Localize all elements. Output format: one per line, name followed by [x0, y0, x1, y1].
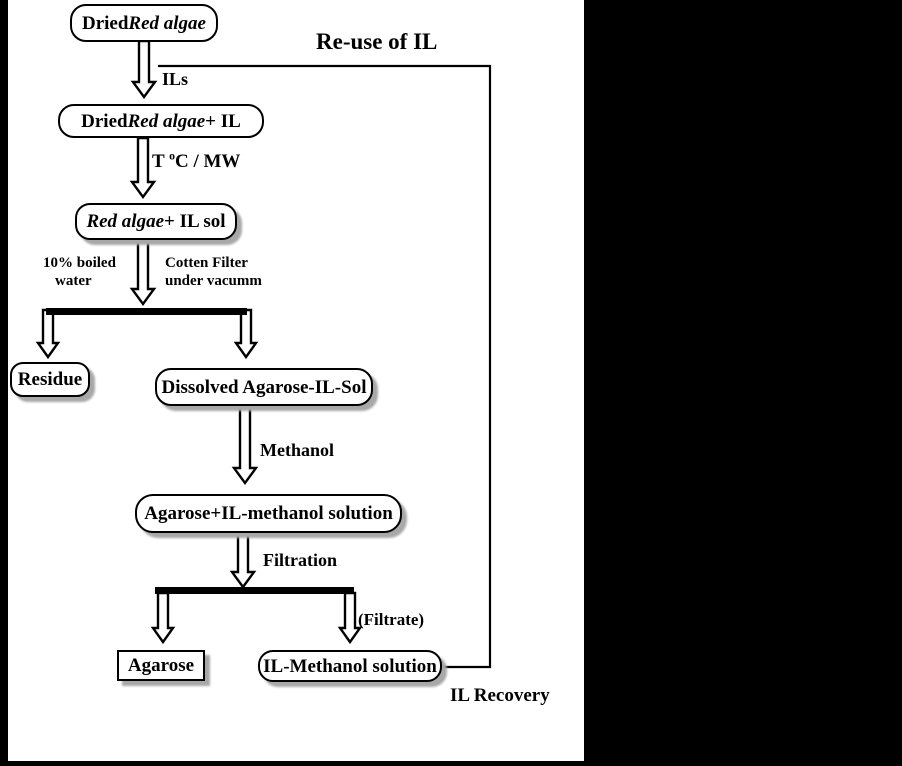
split-bar-bottom [155, 587, 354, 594]
node-text-italic: Red algae [86, 211, 165, 232]
node-text: Dissolved Agarose-IL-Sol [161, 376, 367, 398]
node-text-italic: Red algae [127, 110, 206, 132]
arrow-down-heat-mw [132, 138, 154, 197]
split-bar-top [46, 308, 247, 315]
node-text: + IL [205, 110, 241, 132]
node-text: Dried [81, 12, 129, 34]
label-reuse-of-il: Re-use of IL [316, 29, 438, 54]
arrow-down-filtration [232, 533, 254, 587]
node-residue [10, 362, 90, 397]
arrow-down-to-dissolved [236, 310, 256, 357]
node-dried-red-algae-il [58, 104, 264, 138]
node-dissolved-agarose-il-sol [155, 368, 373, 406]
degree-superscript: o [169, 149, 175, 163]
node-text: Residue [17, 369, 83, 390]
label-boiled-water-line1: 10% boiled [43, 255, 116, 271]
node-red-algae-il-sol [75, 203, 237, 240]
node-agarose-il-methanol-solution [135, 494, 402, 533]
label-temperature-mw [152, 149, 241, 173]
node-text: Agarose [127, 655, 195, 676]
node-agarose [117, 650, 205, 681]
arrow-down-filtrate [340, 593, 360, 642]
label-ils: ILs [162, 69, 189, 89]
node-text: IL-Methanol solution [263, 655, 437, 677]
label-filtration: Filtration [263, 550, 337, 570]
label-filtrate: (Filtrate) [358, 610, 425, 629]
arrow-down-to-residue [38, 310, 58, 357]
label-methanol: Methanol [260, 440, 334, 460]
node-text: Dried [81, 110, 128, 132]
arrow-down-filter [132, 240, 154, 304]
label-text: C / MW [174, 151, 241, 172]
arrow-down-to-agarose [153, 593, 173, 642]
node-text: + IL sol [164, 211, 226, 232]
label-boiled-water-line2: water [55, 273, 92, 289]
label-cotton-filter-line1: Cotten Filter [165, 255, 248, 271]
node-text-italic: Red algae [128, 12, 206, 34]
arrow-down-ils [133, 41, 155, 97]
node-il-methanol-solution [258, 650, 442, 682]
label-il-recovery: IL Recovery [450, 685, 550, 706]
label-cotton-filter-line2: under vacumm [165, 273, 262, 289]
node-dried-red-algae [70, 4, 218, 42]
node-text: Agarose+IL-methanol solution [144, 503, 393, 524]
arrow-down-methanol [234, 406, 256, 483]
label-text: T [152, 151, 170, 172]
